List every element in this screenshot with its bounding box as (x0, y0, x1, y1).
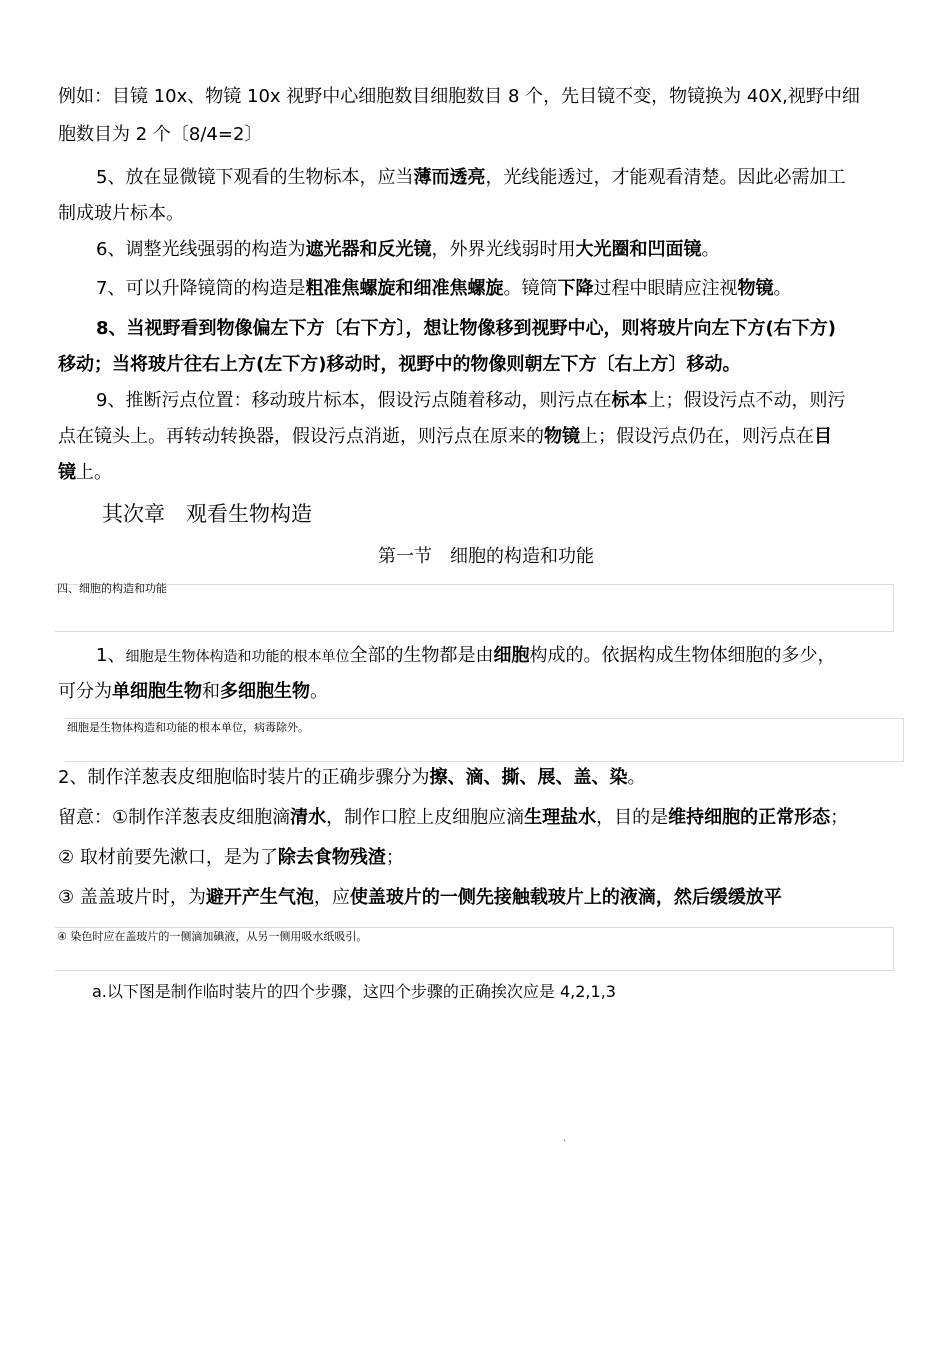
note-box-label: 四、细胞的构造和功能 (57, 582, 167, 595)
note-box-staining (55, 927, 894, 971)
paragraph-1-line1: 1、细胞是生物体构造和功能的根本单位全部的生物都是由细胞构成的。依据构成生物体细胞的多少， (96, 645, 836, 666)
note-3: ③ 盖盖玻片时，为避开产生气泡，应使盖玻片的一侧先接触载玻片上的液滴，然后缓缓放平 (58, 887, 782, 908)
note-1: 留意：①制作洋葱表皮细胞滴清水，制作口腔上皮细胞应滴生理盐水，目的是维持细胞的正常形态； (58, 807, 849, 828)
paragraph-2: 2、制作洋葱表皮细胞临时装片的正确步骤分为擦、滴、撕、展、盖、染。 (58, 767, 646, 788)
paragraph-1-line2: 可分为单细胞生物和多细胞生物。 (58, 681, 328, 702)
section-title: 第一节 细胞的构造和功能 (378, 546, 594, 567)
paragraph-9-line2: 点在镜头上。再转动转换器，假设污点消逝，则污点在原来的物镜上；假设污点仍在，则污点在目 (58, 426, 832, 447)
paragraph-9-line1: 9、推断污点位置：移动玻片标本，假设污点随着移动，则污点在标本上；假设污点不动，则污 (96, 390, 846, 411)
paragraph-example-line2: 胞数目为 2 个〔8/4=2〕 (58, 124, 263, 145)
paragraph-8-line1: 8、当视野看到物像偏左下方〔右下方〕，想让物像移到视野中心，则将玻片向左下方(右下方) (96, 318, 836, 339)
paragraph-5-line2: 制成玻片标本。 (58, 203, 184, 224)
paragraph-8-line2: 移动；当将玻片往右上方(左下方)移动时，视野中的物像则朝左下方〔右上方〕移动。 (58, 354, 741, 375)
step-order-question: a.以下图是制作临时装片的四个步骤，这四个步骤的正确挨次应是 4,2,1,3 (92, 982, 616, 1001)
note-box-label: ④ 染色时应在盖玻片的一侧滴加碘液，从另一侧用吸水纸吸引。 (57, 930, 368, 943)
page-dot: . (563, 1133, 567, 1144)
paragraph-7: 7、可以升降镜筒的构造是粗准焦螺旋和细准焦螺旋。镜筒下降过程中眼睛应注视物镜。 (96, 278, 792, 299)
note-2: ② 取材前要先漱口，是为了除去食物残渣； (58, 847, 404, 868)
paragraph-example-line1: 例如：目镜 10x、物镜 10x 视野中心细胞数目细胞数目 8 个，先目镜不变，物镜换为 40X,视野中细 (58, 86, 860, 107)
note-box-virus-exception (65, 718, 904, 762)
note-box-cell-structure (55, 584, 894, 632)
chapter-title: 其次章 观看生物构造 (102, 502, 312, 526)
note-box-label: 细胞是生物体构造和功能的根本单位，病毒除外。 (67, 721, 309, 734)
paragraph-9-line3: 镜上。 (58, 462, 112, 483)
paragraph-6: 6、调整光线强弱的构造为遮光器和反光镜，外界光线弱时用大光圈和凹面镜。 (96, 239, 720, 260)
paragraph-5-line1: 5、放在显微镜下观看的生物标本，应当薄而透亮，光线能透过，才能观看清楚。因此必需加工 (96, 167, 846, 188)
